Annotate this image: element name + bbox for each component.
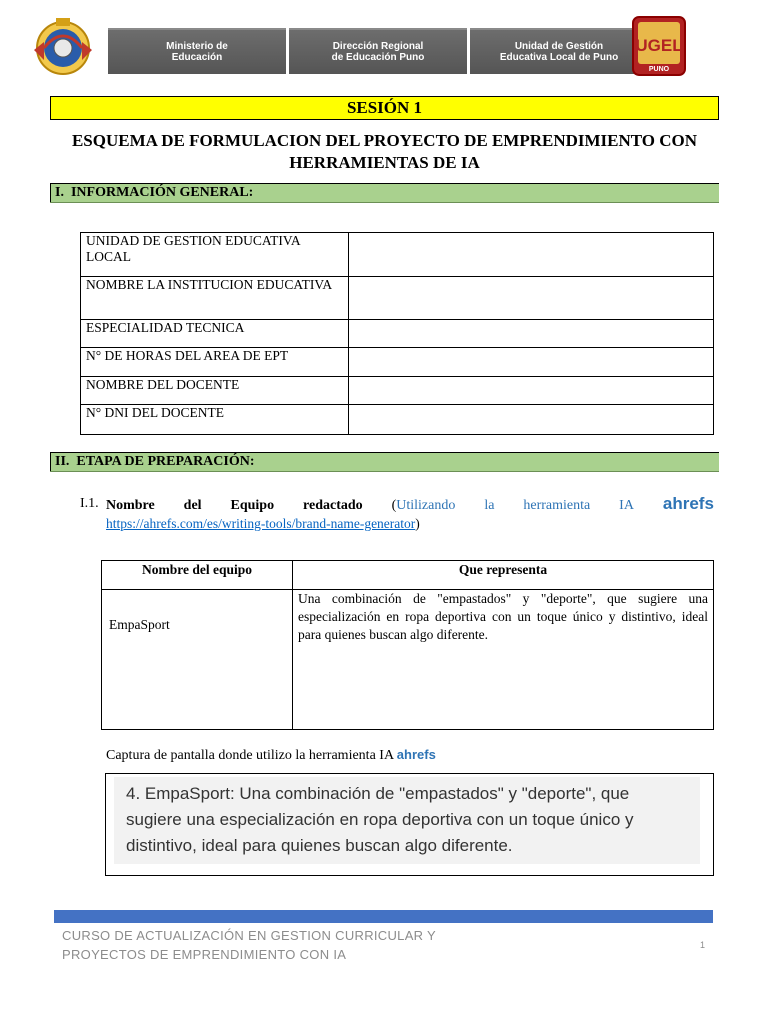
info-label: NOMBRE DEL DOCENTE	[81, 377, 349, 405]
item-text	[106, 494, 714, 516]
team-name-cell: EmpaSport	[102, 590, 293, 730]
info-value-field[interactable]	[349, 320, 714, 348]
info-value-field[interactable]	[349, 348, 714, 377]
document-title: ESQUEMA DE FORMULACION DEL PROYECTO DE EMPRENDIMIENTO CON HERRAMIENTAS DE IA	[71, 131, 698, 172]
info-value-field[interactable]	[349, 277, 714, 320]
table-row	[102, 590, 714, 730]
table-row	[81, 233, 714, 277]
table-row	[81, 320, 714, 348]
item-word: del	[183, 498, 202, 513]
footer-bar	[54, 910, 713, 923]
ahrefs-url-link[interactable]: https://ahrefs.com/es/writing-tools/brand-name-generator	[106, 516, 416, 531]
item-word: IA	[619, 498, 634, 513]
session-label: SESIÓN 1	[50, 96, 719, 120]
section-etapa-preparacion	[50, 452, 719, 472]
section-number: I.	[55, 185, 64, 200]
banner-direccion-regional: Dirección Regional de Educación Puno	[289, 28, 467, 74]
tool-screenshot	[105, 773, 714, 876]
footer-course-title: CURSO DE ACTUALIZACIÓN EN GESTION CURRICULAR Y PROYECTOS DE EMPRENDIMIENTO CON IA	[62, 928, 437, 962]
page-number: 1	[700, 940, 706, 950]
table-header-row	[102, 561, 714, 590]
item-word: Nombre	[106, 498, 155, 513]
banner-ugel: Unidad de Gestión Educativa Local de Puno	[470, 28, 648, 74]
section-title: INFORMACIÓN GENERAL:	[70, 185, 254, 200]
caption-tool-name: ahrefs	[396, 747, 436, 762]
table-row	[81, 405, 714, 435]
info-value-field[interactable]	[349, 233, 714, 277]
table-row	[81, 348, 714, 377]
screenshot-caption: Captura de pantalla donde utilizo la herramienta IA ahrefs	[106, 747, 436, 763]
item-number: I.1.	[80, 496, 99, 511]
table-row	[81, 277, 714, 320]
url-line: https://ahrefs.com/es/writing-tools/brand-name-generator)	[106, 516, 420, 531]
general-info-table	[80, 232, 714, 435]
item-word: herramienta	[523, 498, 591, 513]
info-label: N° DE HORAS DEL AREA DE EPT	[81, 348, 349, 377]
item-word: la	[484, 498, 495, 513]
info-label: N° DNI DEL DOCENTE	[81, 405, 349, 435]
regional-seal-icon	[30, 16, 96, 78]
screenshot-text: 4. EmpaSport: Una combinación de "empastados" y "deporte", que sugiere una especialización en ropa deportiva con un toque único y distintivo, ideal para quienes buscan algo diferente.	[114, 777, 700, 864]
page-header	[28, 14, 728, 80]
section-informacion-general	[50, 183, 719, 203]
info-label: NOMBRE LA INSTITUCION EDUCATIVA	[81, 277, 349, 320]
info-label: ESPECIALIDAD TECNICA	[81, 320, 349, 348]
team-description-cell: Una combinación de "empastados" y "deporte", que sugiere una especialización en ropa deportiva con un toque único y distintivo, ideal para quienes buscan algo diferente.	[293, 590, 714, 730]
ugel-logo-subtext: PUNO	[648, 66, 670, 73]
column-header-team-name: Nombre del equipo	[102, 561, 293, 590]
banner-ministerio: Ministerio de Educación	[108, 28, 286, 74]
ugel-logo-text: UGEL	[635, 36, 683, 55]
column-header-meaning: Que representa	[293, 561, 714, 590]
ahrefs-tool-name: ahrefs	[662, 494, 714, 513]
ministry-banner	[108, 28, 648, 74]
section-title: ETAPA DE PREPARACIÓN:	[76, 454, 255, 469]
item-word: Equipo	[230, 498, 275, 513]
item-word: redactado	[303, 498, 363, 513]
table-row	[81, 377, 714, 405]
item-word: (Utilizando	[391, 498, 456, 513]
team-name-table	[101, 560, 714, 730]
info-value-field[interactable]	[349, 377, 714, 405]
section-number: II.	[55, 454, 70, 469]
ugel-puno-logo-icon	[632, 16, 686, 76]
info-value-field[interactable]	[349, 405, 714, 435]
info-label: UNIDAD DE GESTION EDUCATIVA LOCAL	[81, 233, 349, 277]
